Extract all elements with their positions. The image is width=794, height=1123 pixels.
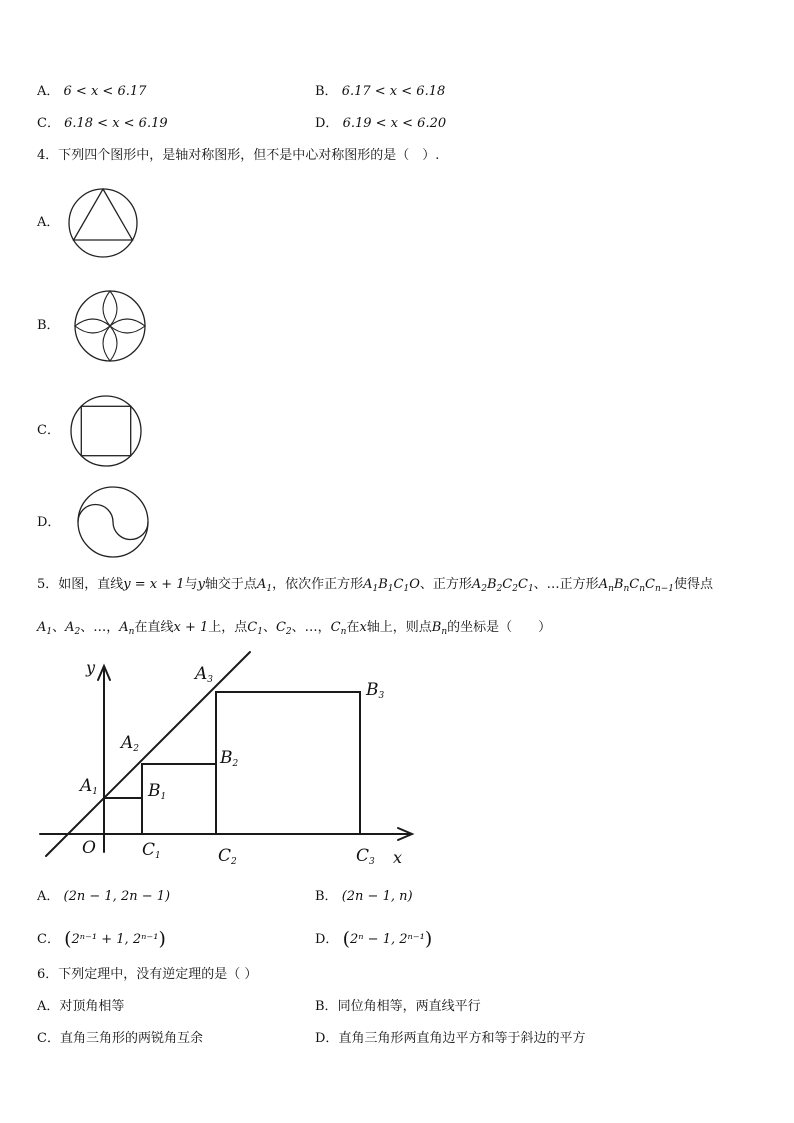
label-c1: $C_1$ bbox=[142, 840, 161, 861]
q5-option-c: C． (2ⁿ⁻¹ + 1, 2ⁿ⁻¹) bbox=[37, 928, 166, 950]
label-a2: $A_2$ bbox=[121, 733, 140, 754]
option-text: 6 < x < 6.17 bbox=[63, 84, 147, 99]
label-a3: $A_3$ bbox=[195, 664, 214, 685]
q5-option-a: A． (2n − 1, 2n − 1) bbox=[37, 889, 171, 904]
origin-label: O bbox=[82, 838, 96, 858]
option-text: 6.18 < x < 6.19 bbox=[64, 116, 168, 131]
y-axis-label: y bbox=[86, 658, 96, 677]
q4-option-b-letter: B． bbox=[37, 318, 60, 333]
q6-option-c: C．直角三角形的两锐角互余 bbox=[37, 1031, 203, 1046]
q4-stem: 4．下列四个图形中，是轴对称图形，但不是中心对称图形的是（ ）. bbox=[37, 148, 440, 163]
label-b2: $B_2$ bbox=[220, 748, 239, 769]
q5-option-d: D． (2ⁿ − 1, 2ⁿ⁻¹) bbox=[315, 928, 433, 950]
q6-stem: 6．下列定理中，没有逆定理的是（ ） bbox=[37, 967, 258, 982]
q4-option-d-letter: D． bbox=[37, 515, 61, 530]
q5-stem-line2: $A_1$、$A_2$、…，$A_n$在直线x + 1上，点$C_1$、$C_2$、…，$C_n$在x轴上，则点$B_n$的坐标是（ ） bbox=[37, 620, 552, 637]
label-b1: $B_1$ bbox=[148, 781, 167, 802]
label-a1: $A_1$ bbox=[80, 776, 99, 797]
q4-option-c-letter: C． bbox=[37, 423, 60, 438]
q5-option-b: B． (2n − 1, n) bbox=[315, 889, 413, 904]
option-text: 6.19 < x < 6.20 bbox=[342, 116, 447, 131]
label-c2: $C_2$ bbox=[218, 846, 237, 867]
x-axis-label: x bbox=[393, 848, 403, 867]
q5-stem-line1: 5．如图，直线y = x + 1与y轴交于点$A_1$，依次作正方形$A_1B_1C_1O$、正方形$A_2B_2C_2C_1$、…正方形$A_nB_nC_nC_{n-1}$使得点 bbox=[37, 577, 714, 594]
option-letter: A． bbox=[37, 84, 60, 99]
label-c3: $C_3$ bbox=[356, 846, 375, 867]
option-letter: D． bbox=[315, 116, 339, 131]
label-b3: $B_3$ bbox=[366, 680, 385, 701]
q6-option-b: B．同位角相等，两直线平行 bbox=[315, 999, 481, 1014]
q4-option-a-letter: A． bbox=[37, 215, 60, 230]
q6-option-d: D．直角三角形两直角边平方和等于斜边的平方 bbox=[315, 1031, 586, 1046]
option-letter: C． bbox=[37, 116, 60, 131]
option-text: 6.17 < x < 6.18 bbox=[341, 84, 446, 99]
q6-option-a: A．对顶角相等 bbox=[37, 999, 125, 1014]
square-1 bbox=[104, 798, 142, 834]
option-letter: B． bbox=[315, 84, 338, 99]
